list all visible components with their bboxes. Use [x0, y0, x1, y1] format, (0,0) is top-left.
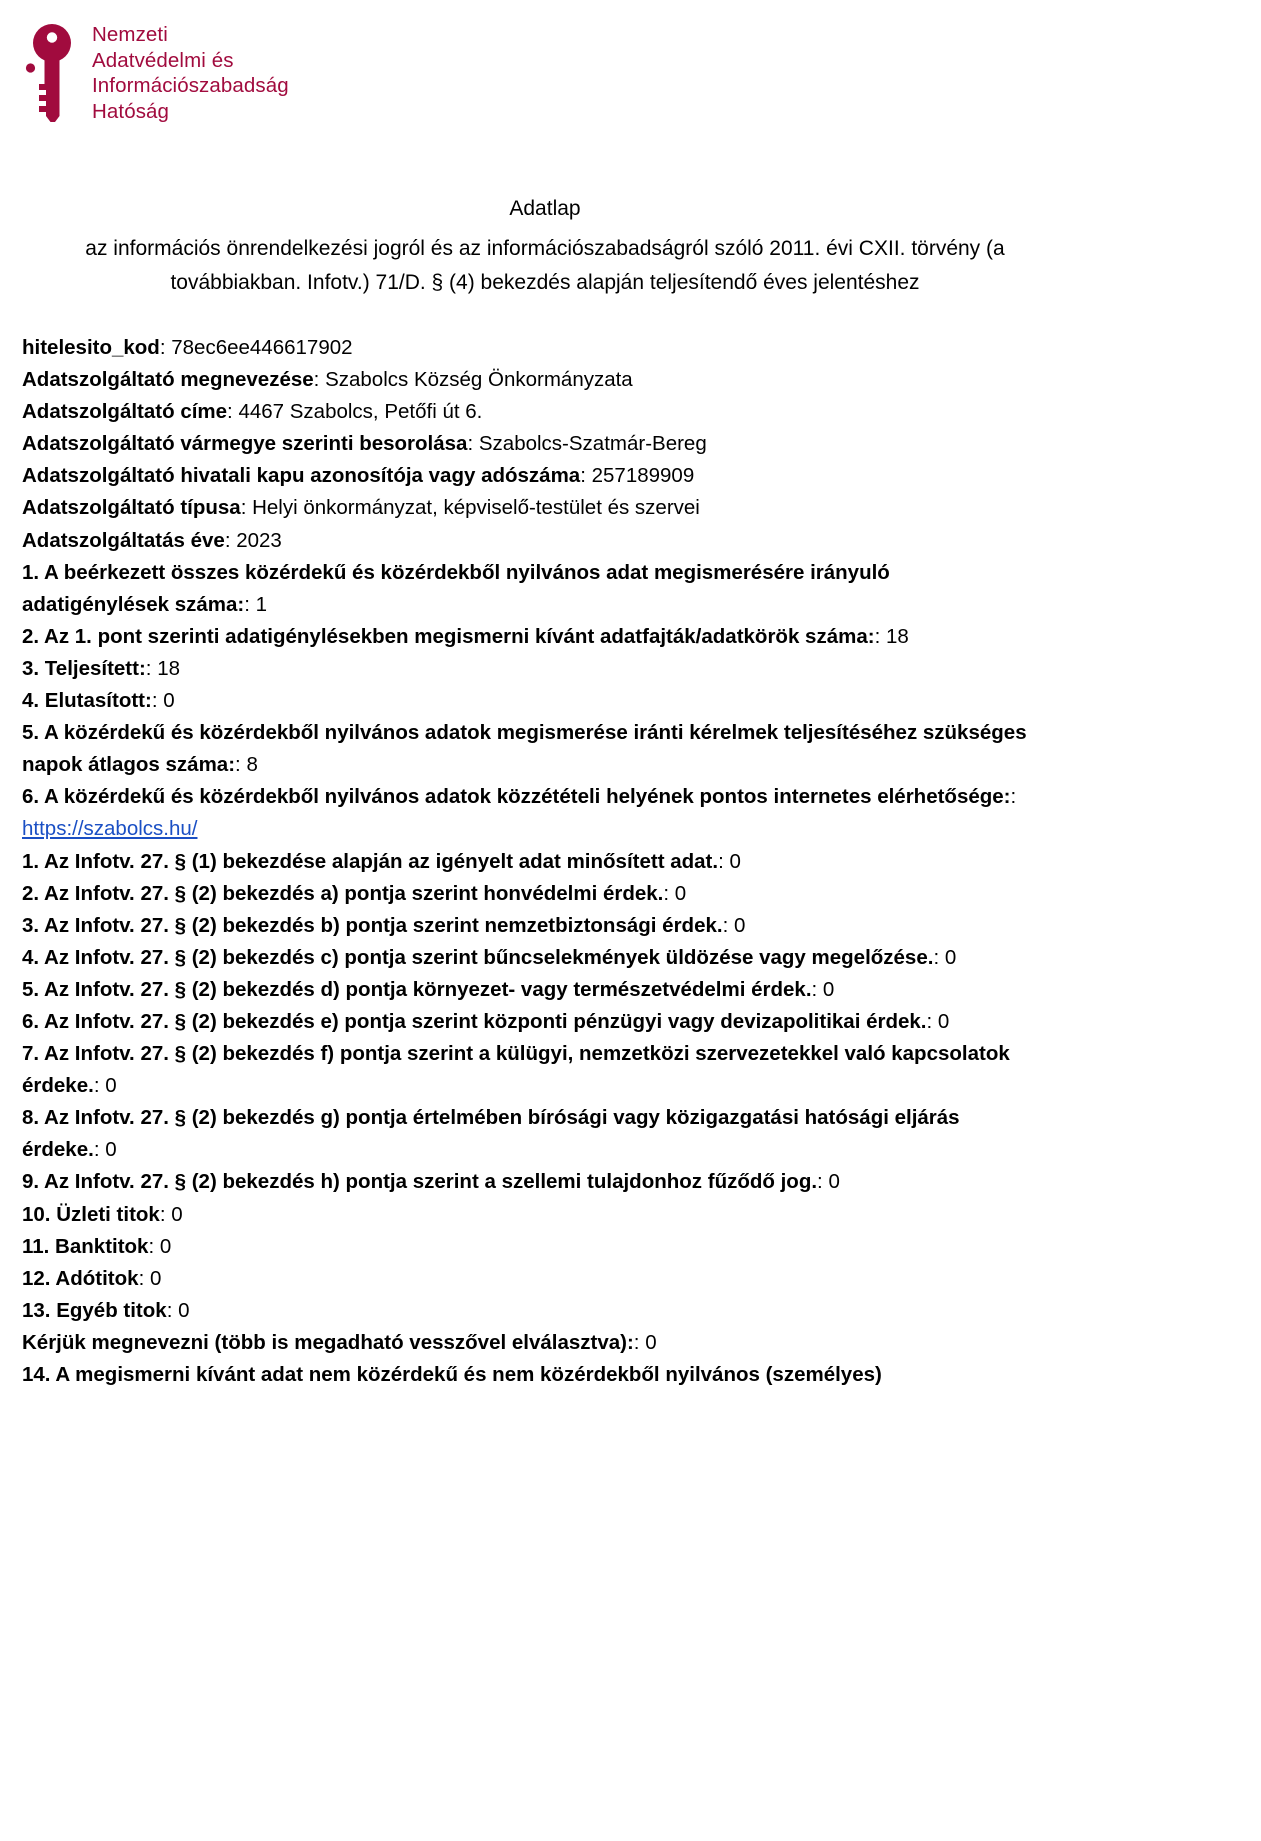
field-value: 257189909	[591, 464, 695, 488]
field-label: Kérjük megnevezni (több is megadható vesszővel elválasztva):	[22, 1330, 634, 1354]
field-row	[22, 781, 1030, 845]
field-value: 0	[822, 977, 835, 1001]
field-separator: :	[93, 1074, 106, 1098]
field-label: 1. A beérkezett összes közérdekű és közérdekből nyilvános adat megismerésére irányuló adatigénylések száma:	[22, 560, 890, 616]
field-row	[22, 1102, 1030, 1166]
field-label: 4. Az Infotv. 27. § (2) bekezdés c) pontja szerint bűncselekmények üldözése vagy megelőzése.	[22, 945, 934, 969]
field-value: 18	[157, 656, 181, 680]
field-row	[22, 910, 1030, 942]
field-label: 6. A közérdekű és közérdekből nyilvános adatok közzétételi helyének pontos internetes elérhetősége:	[22, 785, 1011, 809]
key-icon	[22, 20, 78, 132]
field-value: 0	[944, 945, 957, 969]
field-row	[22, 717, 1030, 781]
field-row	[22, 1006, 1030, 1038]
field-label: Adatszolgáltató típusa	[22, 496, 241, 520]
field-value-link[interactable]: https://szabolcs.hu/	[22, 817, 198, 841]
field-label: 10. Üzleti titok	[22, 1202, 160, 1226]
field-separator: :	[1010, 785, 1017, 809]
field-label: 11. Banktitok	[22, 1234, 149, 1258]
field-row	[22, 396, 1030, 428]
page-title: Adatlap	[509, 197, 581, 220]
logo-wordmark	[92, 20, 289, 124]
field-row	[22, 1166, 1030, 1198]
field-row	[22, 846, 1030, 878]
field-separator: :	[93, 1138, 106, 1162]
field-value: 78ec6ee446617902	[171, 336, 353, 359]
field-separator: :	[926, 1009, 938, 1033]
field-row	[22, 653, 1030, 685]
field-label: 14. A megismerni kívánt adat nem közérdekű és nem közérdekből nyilvános (személyes)	[22, 1363, 882, 1386]
field-separator: :	[240, 496, 253, 520]
field-separator: :	[811, 977, 823, 1001]
field-label: Adatszolgáltató hivatali kapu azonosítója vagy adószáma	[22, 464, 581, 488]
logo-line-1: Nemzeti	[92, 23, 168, 46]
field-label: Adatszolgáltató címe	[22, 400, 228, 424]
field-row	[22, 685, 1030, 717]
field-value: 0	[828, 1170, 840, 1194]
field-separator: :	[933, 945, 945, 969]
field-label: 4. Elutasított:	[22, 689, 152, 713]
field-row	[22, 1295, 1030, 1327]
field-row	[22, 1263, 1030, 1295]
field-separator: :	[313, 368, 326, 392]
logo-line-4: Hatóság	[92, 99, 170, 123]
field-row	[22, 1231, 1030, 1263]
field-value: 0	[163, 689, 175, 713]
field-separator: :	[580, 464, 592, 488]
field-value: 0	[729, 849, 741, 873]
field-label: 3. Teljesített:	[22, 656, 146, 680]
field-value: 0	[171, 1202, 183, 1226]
field-separator: :	[224, 528, 237, 552]
field-row	[22, 621, 1030, 653]
logo-line-3: Információszabadság	[92, 74, 289, 97]
field-separator: :	[235, 753, 247, 777]
field-separator: :	[633, 1330, 646, 1354]
field-row	[22, 557, 1030, 621]
field-value: 0	[645, 1330, 657, 1354]
field-row	[22, 1327, 1030, 1359]
field-label: 5. Az Infotv. 27. § (2) bekezdés d) pontja környezet- vagy természetvédelmi érdek.	[22, 977, 812, 1001]
field-separator: :	[817, 1170, 829, 1194]
field-row	[22, 364, 1030, 396]
naih-logo	[22, 20, 289, 132]
field-row	[22, 878, 1030, 910]
field-value: 0	[105, 1074, 117, 1098]
field-label: 9. Az Infotv. 27. § (2) bekezdés h) pontja szerint a szellemi tulajdonhoz fűződő jog.	[22, 1170, 818, 1194]
field-label: 12. Adótitok	[22, 1266, 139, 1290]
page-subtitle: az információs önrendelkezési jogról és az információszabadságról szóló 2011. évi CXII. törvény (a továbbiakban. Infotv.) 71/D. § (4) bekezdés alapján teljesítendő éves jelentéshez	[85, 237, 1005, 294]
field-row	[22, 525, 1030, 557]
field-row	[22, 974, 1030, 1006]
field-row	[22, 1038, 1030, 1102]
field-value: 0	[937, 1009, 950, 1033]
field-value: 8	[246, 753, 258, 777]
field-row	[22, 460, 1030, 492]
field-label: 8. Az Infotv. 27. § (2) bekezdés g) pontja értelmében bírósági vagy közigazgatási hatósági eljárás érdeke.	[22, 1106, 960, 1162]
field-separator: :	[148, 1234, 160, 1258]
field-label: 3. Az Infotv. 27. § (2) bekezdés b) pontja szerint nemzetbiztonsági érdek.	[22, 913, 723, 937]
field-row	[22, 1199, 1030, 1231]
field-separator: :	[244, 592, 256, 616]
page-title-block	[0, 192, 1090, 300]
field-label: Adatszolgáltató megnevezése	[22, 368, 314, 392]
field-value: 18	[885, 624, 909, 648]
field-separator: :	[138, 1266, 150, 1290]
field-separator: :	[159, 1202, 172, 1226]
logo-line-2: Adatvédelmi és	[92, 48, 234, 72]
field-row	[22, 1359, 1030, 1391]
field-row	[22, 428, 1030, 460]
field-label: 2. Az 1. pont szerinti adatigénylésekben megismerni kívánt adatfajták/adatkörök száma:	[22, 624, 875, 648]
field-value: 4467 Szabolcs, Petőfi út 6.	[238, 400, 483, 424]
field-row	[22, 942, 1030, 974]
field-value: 0	[733, 913, 746, 937]
field-value: 1	[255, 592, 268, 616]
field-value: Szabolcs Község Önkormányzata	[325, 368, 633, 392]
field-value: 0	[674, 881, 687, 905]
field-separator: :	[151, 689, 164, 713]
field-value: Szabolcs-Szatmár-Bereg	[478, 432, 707, 456]
field-value: 0	[159, 1234, 172, 1258]
field-separator: :	[145, 656, 158, 680]
field-value: Helyi önkormányzat, képviselő-testület és szervei	[252, 496, 700, 520]
field-separator: :	[718, 849, 730, 873]
field-separator: :	[722, 913, 734, 937]
field-label: 2. Az Infotv. 27. § (2) bekezdés a) pontja szerint honvédelmi érdek.	[22, 881, 664, 905]
field-label: Adatszolgáltató vármegye szerinti besorolása	[22, 432, 468, 456]
field-value: 0	[149, 1266, 162, 1290]
field-label: Adatszolgáltatás éve	[22, 528, 225, 552]
field-separator: :	[467, 432, 479, 456]
field-label: 13. Egyéb titok	[22, 1298, 167, 1322]
field-label: 1. Az Infotv. 27. § (1) bekezdése alapján az igényelt adat minősített adat.	[22, 849, 719, 873]
field-separator: :	[663, 881, 675, 905]
field-value: 0	[105, 1138, 117, 1162]
field-value: 0	[178, 1298, 190, 1322]
field-label: 5. A közérdekű és közérdekből nyilvános adatok megismerése iránti kérelmek teljesítéséhez szükséges napok átlagos száma:	[22, 721, 1027, 777]
field-label: hitelesito_kod	[22, 336, 160, 359]
field-value: 2023	[236, 528, 282, 552]
field-separator: :	[159, 336, 172, 359]
field-label: 7. Az Infotv. 27. § (2) bekezdés f) pontja szerint a külügyi, nemzetközi szervezetekkel való kapcsolatok érdeke.	[22, 1042, 1010, 1098]
field-separator: :	[227, 400, 239, 424]
field-separator: :	[166, 1298, 179, 1322]
field-list	[22, 332, 1030, 1391]
field-label: 6. Az Infotv. 27. § (2) bekezdés e) pontja szerint központi pénzügyi vagy devizapolitikai érdek.	[22, 1009, 927, 1033]
field-row	[22, 492, 1030, 524]
field-separator: :	[874, 624, 886, 648]
field-row	[22, 332, 1030, 364]
